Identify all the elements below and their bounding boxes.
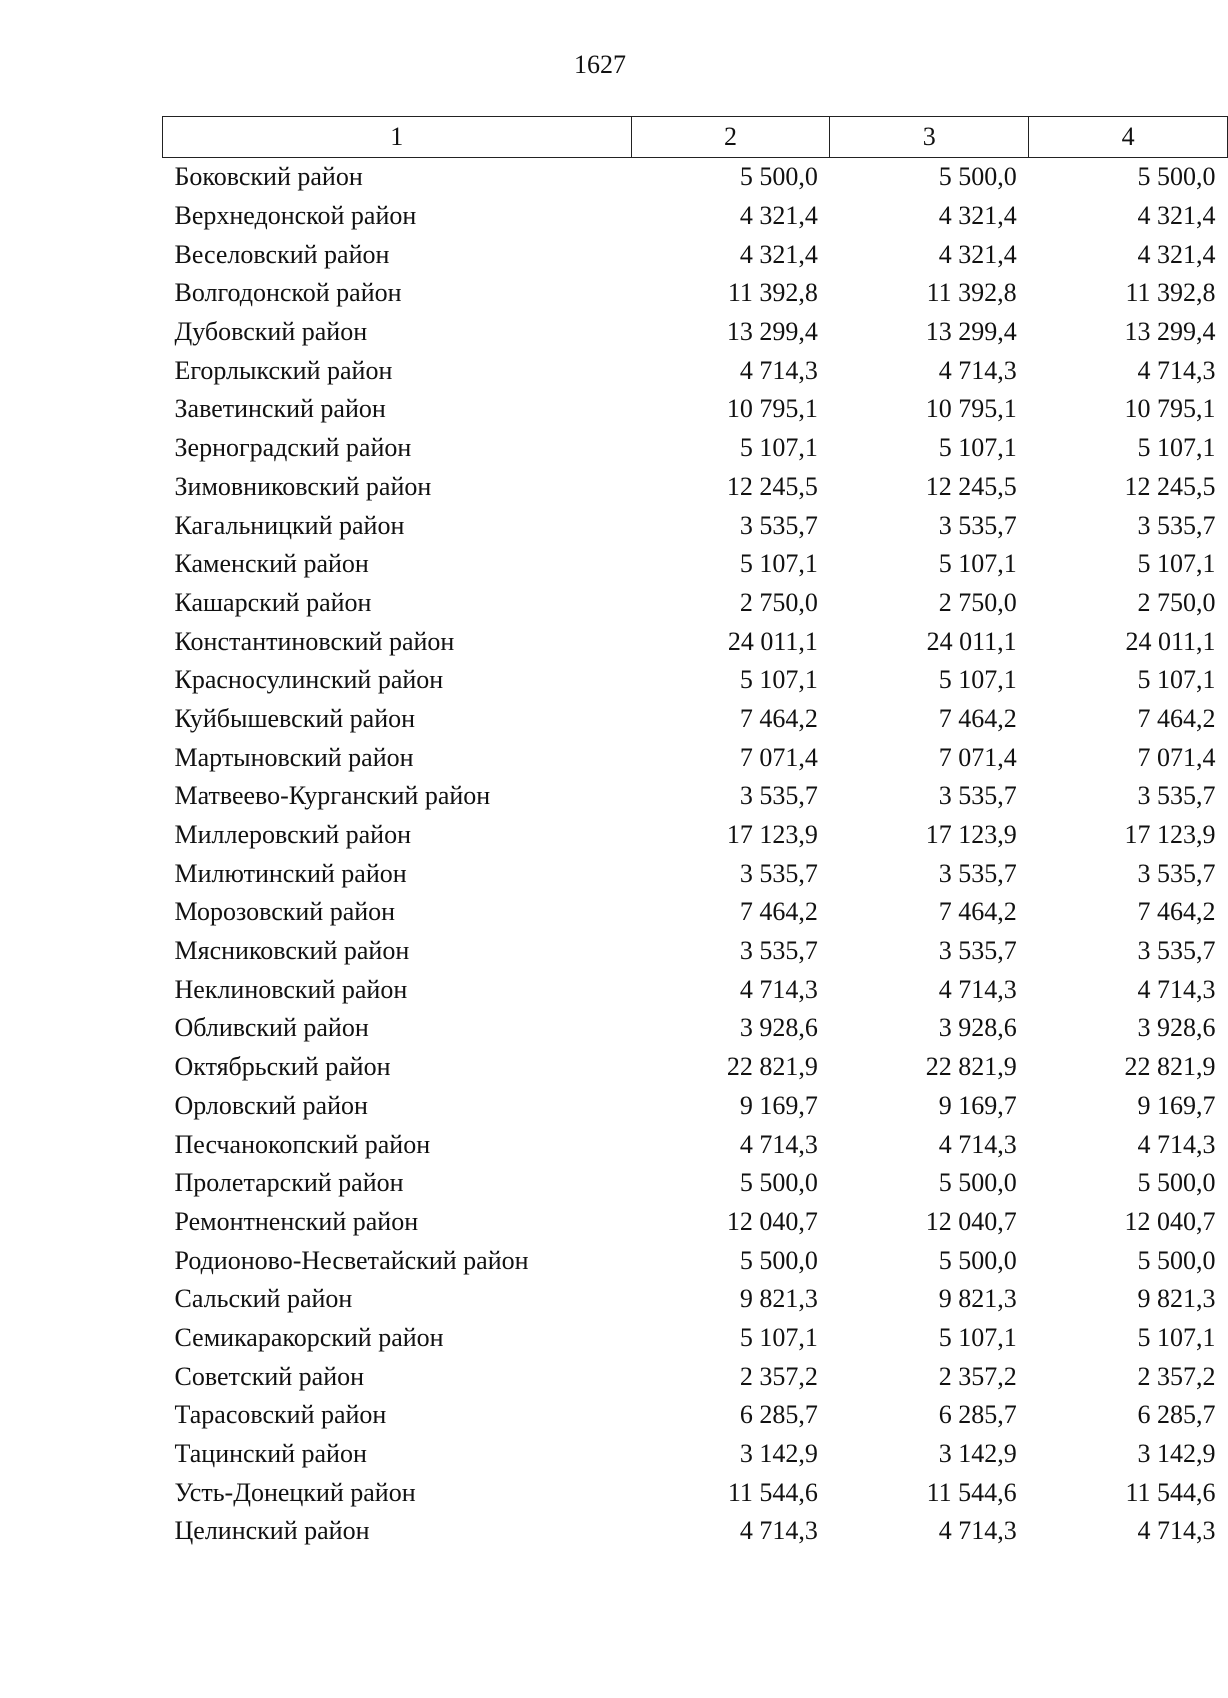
value-cell-col4: 3 535,7 [1137, 510, 1216, 540]
table-row [163, 197, 1228, 236]
value-cell-col4: 7 071,4 [1137, 742, 1216, 772]
value-cell-col3: 3 535,7 [938, 510, 1017, 540]
table-row [163, 1319, 1228, 1358]
table-row [163, 545, 1228, 584]
value-cell-col2: 7 464,2 [739, 703, 818, 733]
value-cell-col2: 4 714,3 [739, 974, 818, 1004]
value-cell-col2: 2 750,0 [739, 587, 818, 617]
value-cell-col4: 24 011,1 [1125, 626, 1216, 656]
table-row [163, 622, 1228, 661]
value-cell-col3: 5 107,1 [938, 433, 1017, 463]
district-name-cell: Веселовский район [174, 239, 390, 269]
district-name-cell: Красносулинский район [174, 665, 444, 695]
value-cell-col3: 4 321,4 [938, 239, 1017, 269]
district-name-cell: Ремонтненский район [174, 1206, 419, 1236]
value-cell-col3: 11 392,8 [926, 278, 1017, 308]
value-cell-col3: 5 500,0 [938, 1245, 1017, 1275]
district-name-cell: Мартыновский район [174, 742, 414, 772]
value-cell-col4: 22 821,9 [1124, 1052, 1216, 1082]
table-row [163, 1435, 1228, 1474]
value-cell-col2: 9 169,7 [739, 1090, 818, 1120]
table-row [163, 274, 1228, 313]
value-cell-col3: 4 714,3 [938, 355, 1017, 385]
table-row [163, 1164, 1228, 1203]
value-cell-col3: 5 500,0 [938, 162, 1017, 192]
district-name-cell: Зерноградский район [174, 433, 412, 463]
table-row [163, 893, 1228, 932]
district-name-cell: Октябрьский район [174, 1052, 391, 1082]
value-cell-col4: 4 321,4 [1137, 239, 1216, 269]
table-row [163, 738, 1228, 777]
table-row [163, 1396, 1228, 1435]
value-cell-col2: 3 535,7 [739, 510, 818, 540]
value-cell-col2: 4 714,3 [739, 1129, 818, 1159]
value-cell-col3: 7 464,2 [938, 703, 1017, 733]
value-cell-col2: 4 714,3 [739, 355, 818, 385]
value-cell-col4: 4 714,3 [1137, 355, 1216, 385]
value-cell-col2: 5 500,0 [739, 1245, 818, 1275]
table-row [163, 1009, 1228, 1048]
table-row [163, 1048, 1228, 1087]
header-row [163, 117, 1228, 158]
value-cell-col4: 10 795,1 [1124, 394, 1216, 424]
district-name-cell: Родионово-Несветайский район [174, 1245, 529, 1275]
value-cell-col2: 17 123,9 [726, 820, 818, 850]
value-cell-col3: 13 299,4 [925, 317, 1017, 347]
value-cell-col3: 4 714,3 [938, 974, 1017, 1004]
value-cell-col4: 5 500,0 [1137, 1168, 1216, 1198]
value-cell-col2: 5 107,1 [739, 549, 818, 579]
value-cell-col3: 10 795,1 [925, 394, 1017, 424]
district-name-cell: Усть-Донецкий район [174, 1477, 416, 1507]
value-cell-col3: 12 245,5 [925, 471, 1017, 501]
value-cell-col4: 7 464,2 [1137, 703, 1216, 733]
value-cell-col2: 12 040,7 [726, 1206, 818, 1236]
column-header-1: 1 [163, 117, 632, 158]
value-cell-col4: 5 107,1 [1137, 549, 1216, 579]
district-name-cell: Семикаракорский район [174, 1322, 444, 1352]
district-name-cell: Обливский район [174, 1013, 369, 1043]
value-cell-col4: 12 040,7 [1124, 1206, 1216, 1236]
district-name-cell: Куйбышевский район [174, 703, 416, 733]
value-cell-col3: 4 321,4 [938, 201, 1017, 231]
value-cell-col4: 11 544,6 [1125, 1477, 1216, 1507]
value-cell-col2: 3 535,7 [739, 936, 818, 966]
table-row [163, 777, 1228, 816]
value-cell-col4: 3 928,6 [1137, 1013, 1216, 1043]
value-cell-col4: 3 535,7 [1137, 858, 1216, 888]
table-row [163, 1280, 1228, 1319]
value-cell-col4: 5 107,1 [1137, 433, 1216, 463]
value-cell-col3: 3 142,9 [938, 1439, 1017, 1469]
value-cell-col4: 5 500,0 [1137, 162, 1216, 192]
table-row [163, 1203, 1228, 1242]
column-header-3: 3 [830, 117, 1029, 158]
value-cell-col2: 4 321,4 [739, 201, 818, 231]
value-cell-col3: 24 011,1 [926, 626, 1017, 656]
value-cell-col2: 5 107,1 [739, 1322, 818, 1352]
value-cell-col4: 2 357,2 [1137, 1361, 1216, 1391]
value-cell-col4: 5 500,0 [1137, 1245, 1216, 1275]
value-cell-col2: 3 928,6 [739, 1013, 818, 1043]
value-cell-col4: 12 245,5 [1124, 471, 1216, 501]
value-cell-col2: 7 464,2 [739, 897, 818, 927]
district-name-cell: Волгодонской район [174, 278, 402, 308]
value-cell-col4: 4 321,4 [1137, 201, 1216, 231]
value-cell-col2: 11 392,8 [727, 278, 818, 308]
district-name-cell: Морозовский район [174, 897, 396, 927]
district-name-cell: Мясниковский район [174, 936, 410, 966]
value-cell-col2: 22 821,9 [726, 1052, 818, 1082]
district-name-cell: Песчанокопский район [174, 1129, 431, 1159]
district-name-cell: Неклиновский район [174, 974, 408, 1004]
column-header-4: 4 [1029, 117, 1228, 158]
district-name-cell: Тацинский район [174, 1439, 367, 1469]
district-name-cell: Пролетарский район [174, 1168, 404, 1198]
value-cell-col4: 4 714,3 [1137, 1516, 1216, 1546]
district-name-cell: Матвеево-Курганский район [174, 781, 491, 811]
value-cell-col3: 2 750,0 [938, 587, 1017, 617]
table-row [163, 390, 1228, 429]
table-row [163, 506, 1228, 545]
value-cell-col3: 4 714,3 [938, 1129, 1017, 1159]
value-cell-col3: 3 535,7 [938, 781, 1017, 811]
value-cell-col2: 2 357,2 [739, 1361, 818, 1391]
table-header [163, 117, 1228, 158]
district-name-cell: Целинский район [174, 1516, 370, 1546]
value-cell-col3: 3 928,6 [938, 1013, 1017, 1043]
district-name-cell: Орловский район [174, 1090, 368, 1120]
value-cell-col3: 5 500,0 [938, 1168, 1017, 1198]
value-cell-col2: 3 142,9 [739, 1439, 818, 1469]
table-row [163, 1473, 1228, 1512]
value-cell-col4: 5 107,1 [1137, 1322, 1216, 1352]
value-cell-col4: 7 464,2 [1137, 897, 1216, 927]
value-cell-col3: 2 357,2 [938, 1361, 1017, 1391]
table-row [163, 235, 1228, 274]
value-cell-col3: 3 535,7 [938, 858, 1017, 888]
table-row [163, 661, 1228, 700]
value-cell-col3: 5 107,1 [938, 549, 1017, 579]
table-body [163, 158, 1228, 1551]
table-row [163, 584, 1228, 623]
value-cell-col2: 6 285,7 [739, 1400, 818, 1430]
district-name-cell: Милютинский район [174, 858, 407, 888]
value-cell-col4: 4 714,3 [1137, 1129, 1216, 1159]
data-table [162, 116, 1228, 1551]
district-name-cell: Дубовский район [174, 317, 368, 347]
value-cell-col4: 6 285,7 [1137, 1400, 1216, 1430]
value-cell-col2: 5 107,1 [739, 433, 818, 463]
table-row [163, 158, 1228, 197]
value-cell-col3: 7 071,4 [938, 742, 1017, 772]
value-cell-col4: 9 169,7 [1137, 1090, 1216, 1120]
value-cell-col2: 3 535,7 [739, 858, 818, 888]
page-number: 1627 [574, 50, 626, 79]
value-cell-col2: 7 071,4 [739, 742, 818, 772]
district-name-cell: Миллеровский район [174, 820, 412, 850]
district-name-cell: Сальский район [174, 1284, 353, 1314]
value-cell-col2: 11 544,6 [727, 1477, 818, 1507]
column-header-2: 2 [631, 117, 830, 158]
value-cell-col3: 22 821,9 [925, 1052, 1017, 1082]
value-cell-col3: 7 464,2 [938, 897, 1017, 927]
value-cell-col2: 5 107,1 [739, 665, 818, 695]
value-cell-col3: 9 821,3 [938, 1284, 1017, 1314]
value-cell-col2: 4 714,3 [739, 1516, 818, 1546]
value-cell-col4: 4 714,3 [1137, 974, 1216, 1004]
district-name-cell: Каменский район [174, 549, 369, 579]
district-name-cell: Кагальницкий район [174, 510, 405, 540]
table-row [163, 854, 1228, 893]
value-cell-col3: 4 714,3 [938, 1516, 1017, 1546]
table-row [163, 970, 1228, 1009]
district-name-cell: Константиновский район [174, 626, 455, 656]
value-cell-col3: 17 123,9 [925, 820, 1017, 850]
district-name-cell: Егорлыкский район [174, 355, 393, 385]
table-row [163, 313, 1228, 352]
value-cell-col4: 3 535,7 [1137, 936, 1216, 966]
table-row [163, 1512, 1228, 1551]
district-name-cell: Верхнедонской район [174, 201, 417, 231]
district-name-cell: Зимовниковский район [174, 471, 432, 501]
district-name-cell: Тарасовский район [174, 1400, 387, 1430]
table-row [163, 429, 1228, 468]
district-name-cell: Кашарский район [174, 587, 372, 617]
value-cell-col3: 5 107,1 [938, 665, 1017, 695]
table-row [163, 1087, 1228, 1126]
value-cell-col3: 3 535,7 [938, 936, 1017, 966]
table-row [163, 468, 1228, 507]
value-cell-col2: 3 535,7 [739, 781, 818, 811]
value-cell-col3: 5 107,1 [938, 1322, 1017, 1352]
value-cell-col4: 2 750,0 [1137, 587, 1216, 617]
district-name-cell: Советский район [174, 1361, 365, 1391]
value-cell-col2: 12 245,5 [726, 471, 818, 501]
table-row [163, 1241, 1228, 1280]
value-cell-col4: 5 107,1 [1137, 665, 1216, 695]
value-cell-col2: 9 821,3 [739, 1284, 818, 1314]
value-cell-col4: 3 142,9 [1137, 1439, 1216, 1469]
value-cell-col4: 3 535,7 [1137, 781, 1216, 811]
table-row [163, 932, 1228, 971]
table-row [163, 816, 1228, 855]
value-cell-col2: 10 795,1 [726, 394, 818, 424]
value-cell-col4: 13 299,4 [1124, 317, 1216, 347]
value-cell-col4: 11 392,8 [1125, 278, 1216, 308]
value-cell-col2: 5 500,0 [739, 1168, 818, 1198]
table-row [163, 1357, 1228, 1396]
table-row [163, 351, 1228, 390]
district-name-cell: Боковский район [174, 162, 363, 192]
value-cell-col3: 9 169,7 [938, 1090, 1017, 1120]
table-row [163, 700, 1228, 739]
value-cell-col4: 9 821,3 [1137, 1284, 1216, 1314]
value-cell-col3: 6 285,7 [938, 1400, 1017, 1430]
value-cell-col4: 17 123,9 [1124, 820, 1216, 850]
district-name-cell: Заветинский район [174, 394, 386, 424]
value-cell-col2: 4 321,4 [739, 239, 818, 269]
value-cell-col2: 24 011,1 [727, 626, 818, 656]
value-cell-col2: 5 500,0 [739, 162, 818, 192]
table-row [163, 1125, 1228, 1164]
value-cell-col3: 12 040,7 [925, 1206, 1017, 1236]
value-cell-col2: 13 299,4 [726, 317, 818, 347]
value-cell-col3: 11 544,6 [926, 1477, 1017, 1507]
